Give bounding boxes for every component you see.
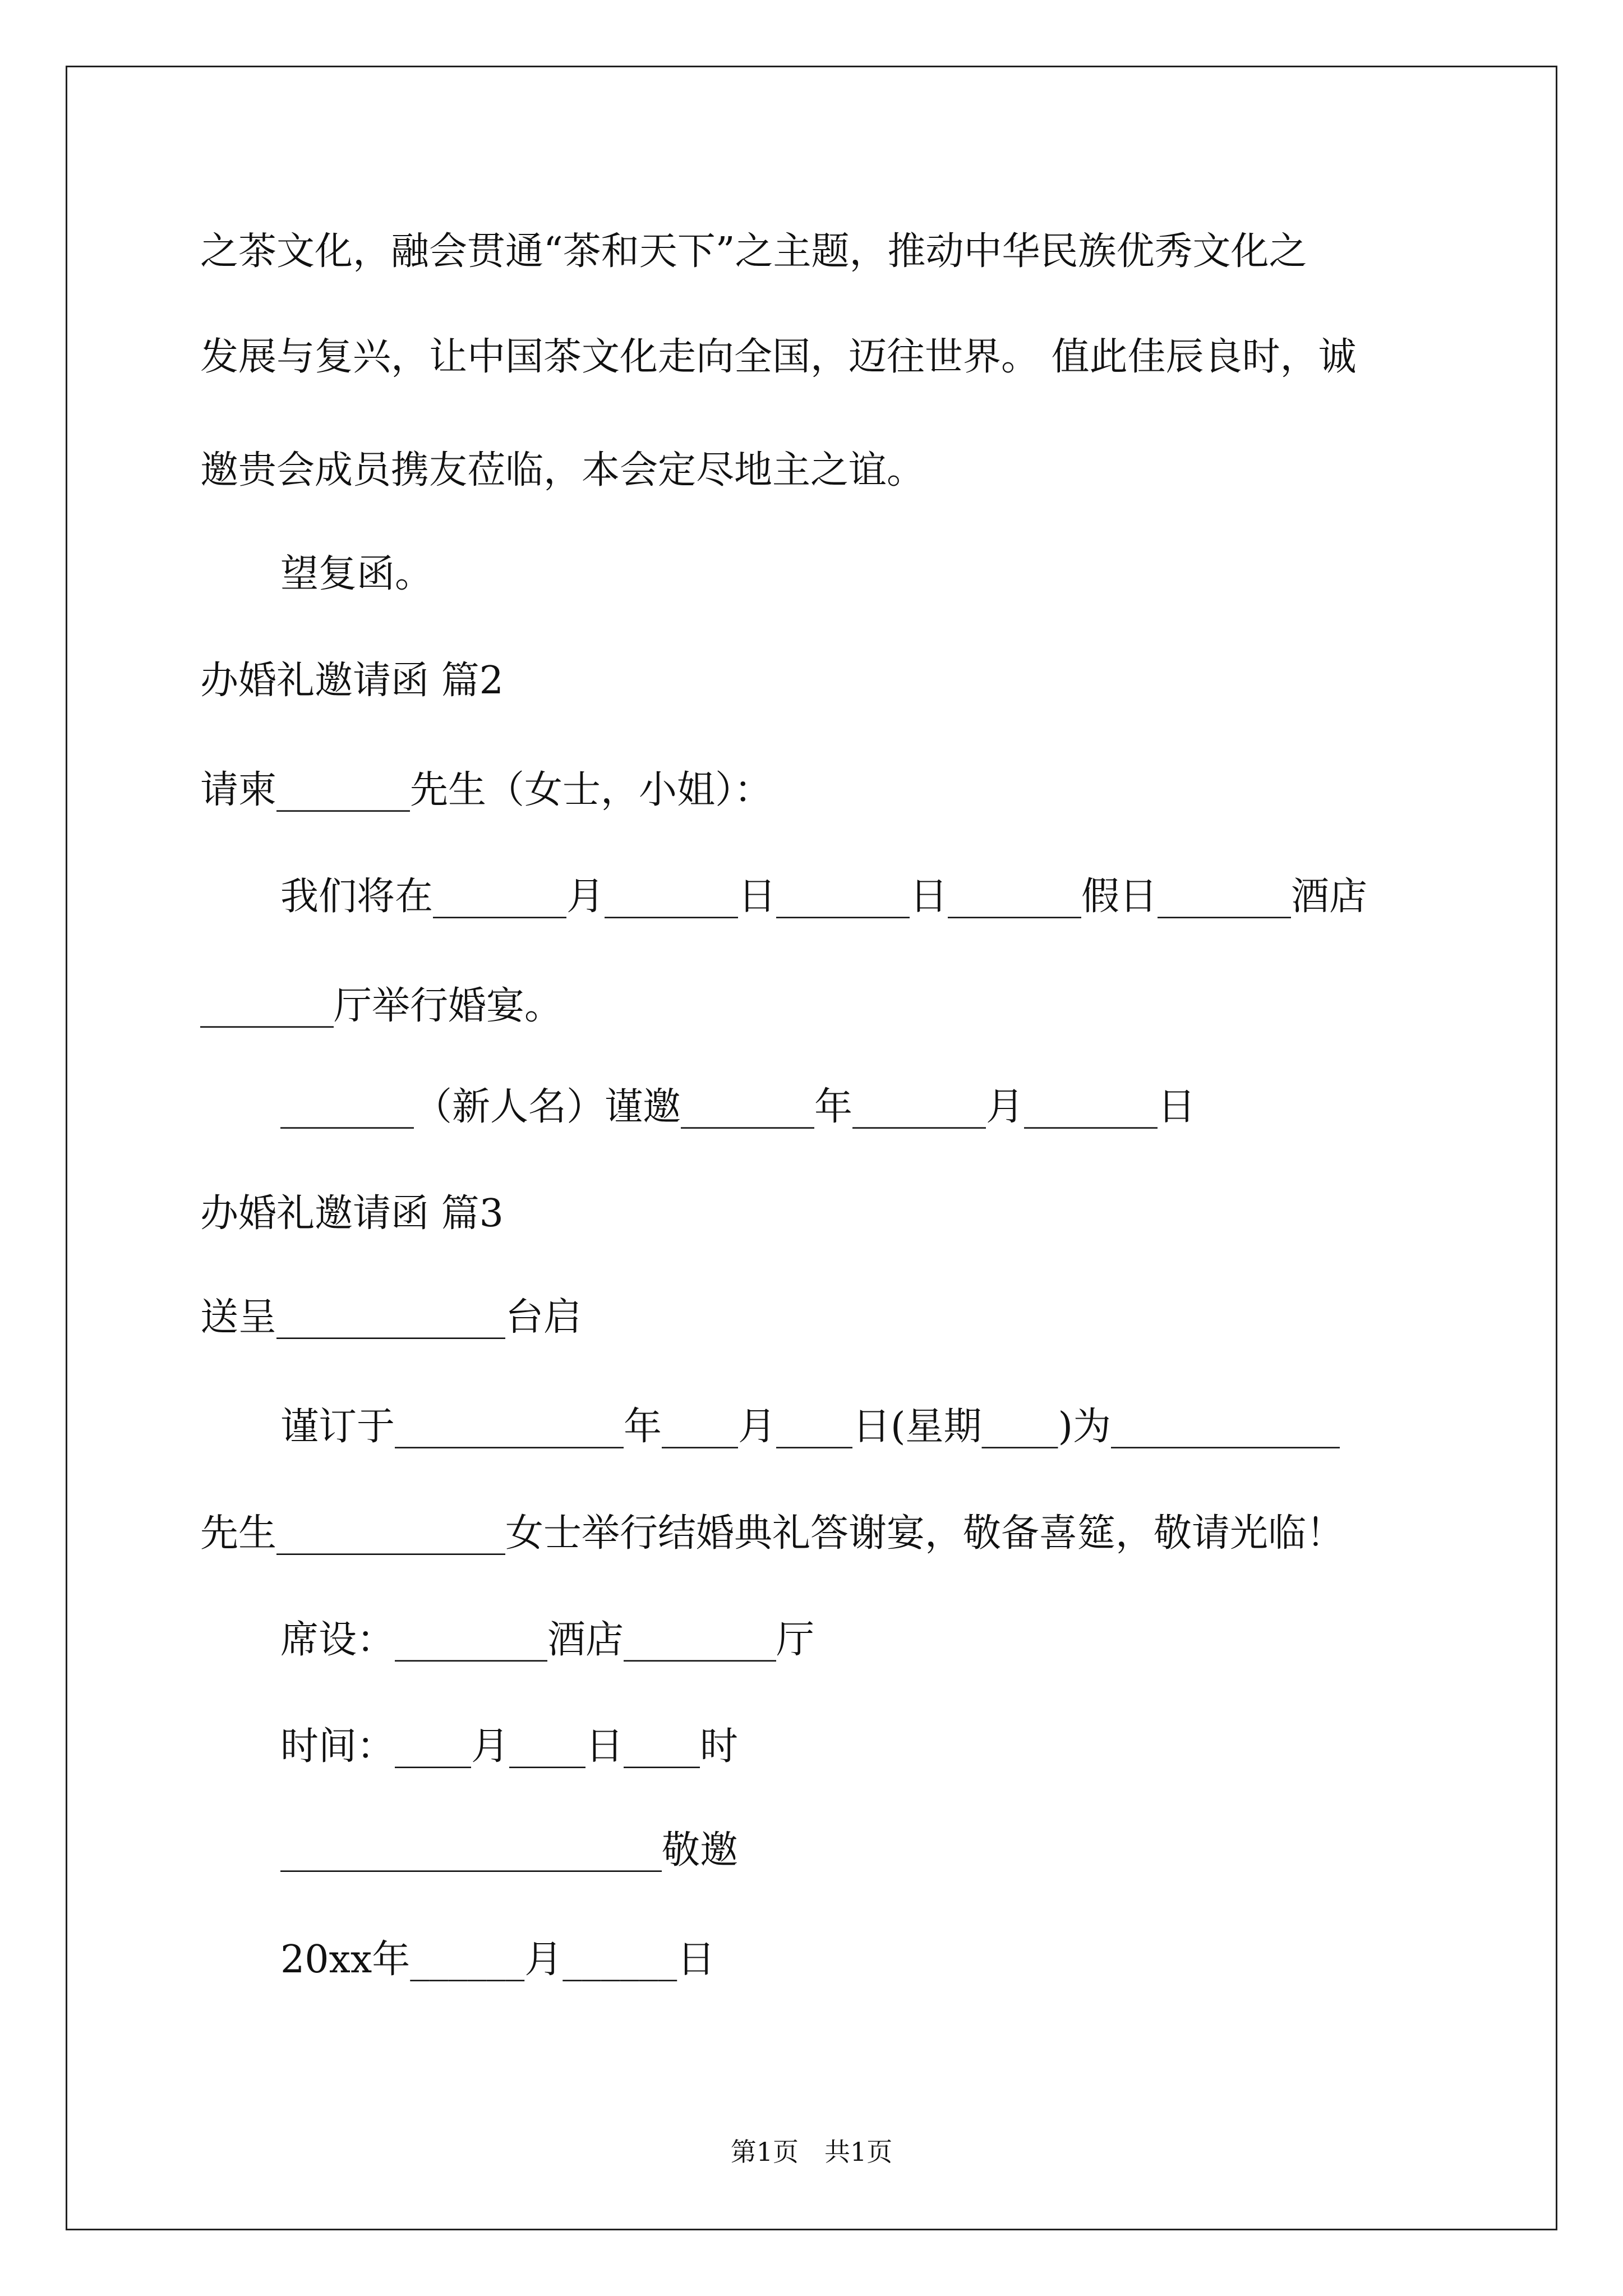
paragraph-line: 20xx年______月______日 [280, 1938, 716, 1982]
paragraph-line: 席设：________酒店________厅 [280, 1618, 815, 1662]
paragraph-line: 时间：____月____日____时 [280, 1724, 739, 1769]
section-heading: 办婚礼邀请函 篇3 [200, 1191, 504, 1236]
paragraph-line: 邀贵会成员携友莅临，本会定尽地主之谊。 [200, 448, 925, 493]
paragraph-line: 望复函。 [280, 552, 434, 596]
paragraph-line: 谨订于____________年____月____日(星期____)为____________ [280, 1405, 1340, 1449]
paragraph-line: _______厅举行婚宴。 [200, 984, 563, 1028]
page-border [66, 66, 1557, 2230]
paragraph-line: 先生____________女士举行结婚典礼答谢宴，敬备喜筵，敬请光临！ [200, 1511, 1345, 1556]
paragraph-line: 之茶文化，融会贯通“茶和天下”之主题，推动中华民族优秀文化之 [200, 229, 1307, 274]
paragraph-line: 请柬_______先生（女士，小姐）： [200, 768, 773, 812]
section-heading: 办婚礼邀请函 篇2 [200, 659, 504, 703]
paragraph-line: ____________________敬邀 [280, 1828, 739, 1872]
paragraph-line: 我们将在_______月_______日_______日_______假日_______酒店 [280, 875, 1368, 919]
paragraph-line: 发展与复兴，让中国茶文化走向全国，迈往世界。 值此佳辰良时，诚 [200, 335, 1357, 379]
page-footer: 第1页 共1页 [730, 2137, 893, 2167]
paragraph-line: 送呈____________台启 [200, 1295, 582, 1340]
paragraph-line: _______（新人名）谨邀_______年_______月_______日 [280, 1085, 1196, 1129]
